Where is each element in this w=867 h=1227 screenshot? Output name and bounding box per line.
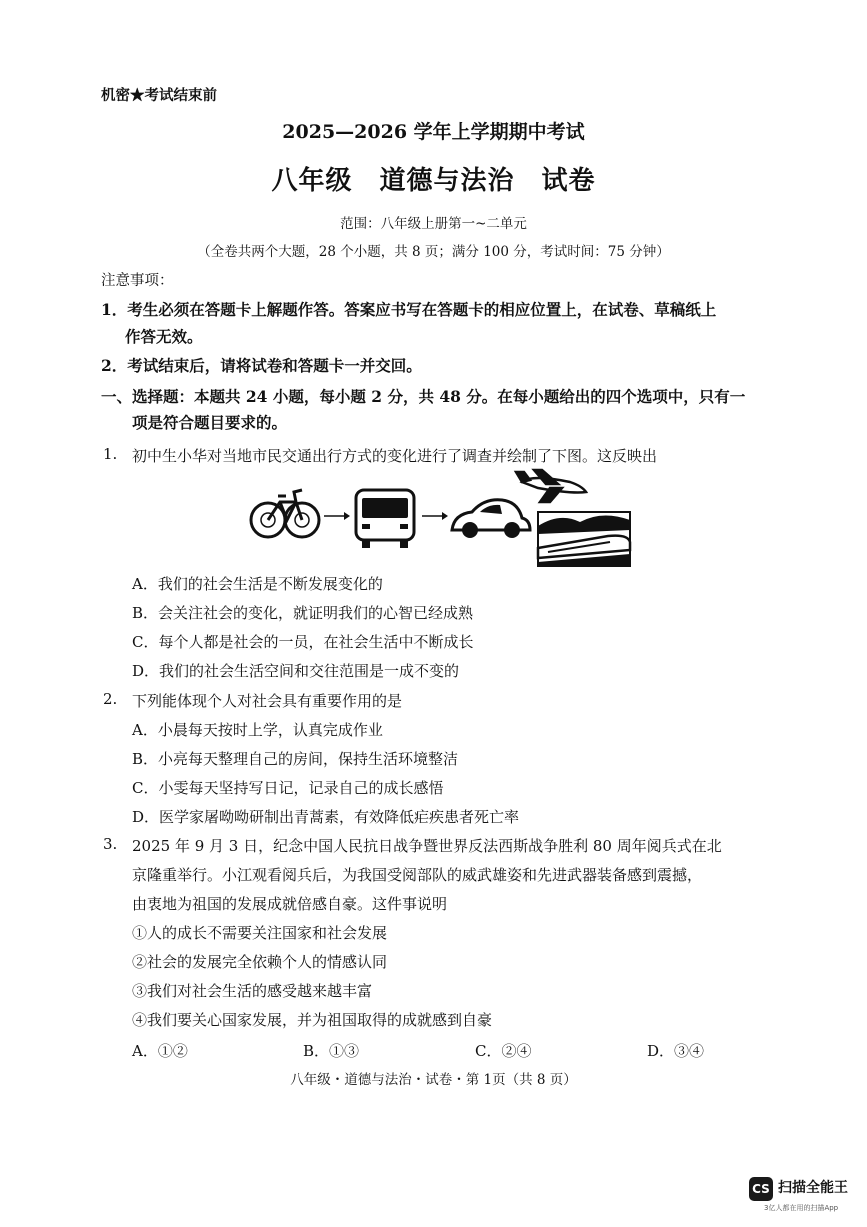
question-1-stem: 初中生小华对当地市民交通出行方式的变化进行了调查并绘制了下图。这反映出 bbox=[132, 447, 658, 465]
question-3-number: 3. bbox=[103, 835, 118, 853]
watermark-name: 扫描全能王 bbox=[778, 1180, 848, 1196]
question-2-option-c[interactable]: C．小雯每天坚持写日记，记录自己的成长感悟 bbox=[132, 779, 444, 797]
question-2-stem: 下列能体现个人对社会具有重要作用的是 bbox=[132, 692, 403, 710]
watermark-subtitle: 3亿人都在用的扫描App bbox=[764, 1204, 839, 1212]
question-3-stem-line: 2025 年 9 月 3 日，纪念中国人民抗日战争暨世界反法西斯战争胜利 80 周年阅兵式在北 bbox=[132, 837, 722, 855]
section-heading: 一、选择题：本题共 24 小题，每小题 2 分，共 48 分。在每小题给出的四个选项中，只有一 bbox=[101, 387, 746, 406]
airplane-icon bbox=[516, 470, 586, 502]
high-speed-train-icon bbox=[538, 512, 630, 566]
notice-item-2: 2．考试结束后，请将试卷和答题卡一并交回。 bbox=[101, 356, 422, 375]
notice-heading: 注意事项： bbox=[101, 273, 174, 289]
exam-info: （全卷共两个大题，28 个小题，共 8 页；满分 100 分，考试时间：75 分钟） bbox=[197, 244, 670, 260]
notice-item-1-cont: 作答无效。 bbox=[125, 327, 203, 346]
question-1-option-b[interactable]: B．会关注社会的变化，就证明我们的心智已经成熟 bbox=[132, 604, 474, 622]
section-heading-cont: 项是符合题目要求的。 bbox=[132, 413, 288, 432]
notice-item-1: 1．考生必须在答题卡上解题作答。答案应书写在答题卡的相应位置上，在试卷、草稿纸上 bbox=[101, 300, 717, 319]
question-1-option-a[interactable]: A．我们的社会生活是不断发展变化的 bbox=[132, 575, 383, 593]
exam-year-title: 2025—2026 学年上学期期中考试 bbox=[282, 121, 585, 143]
exam-main-title: 八年级 道德与法治 试卷 bbox=[271, 166, 596, 196]
confidential-label: 机密★考试结束前 bbox=[101, 87, 217, 104]
question-3-option-d[interactable]: D．③④ bbox=[647, 1042, 705, 1060]
question-1-option-c[interactable]: C．每个人都是社会的一员，在社会生活中不断成长 bbox=[132, 633, 474, 651]
exam-scope: 范围：八年级上册第一~二单元 bbox=[340, 216, 527, 232]
question-3-option-a[interactable]: A．①② bbox=[132, 1042, 188, 1060]
question-3-stem-line: 京隆重举行。小江观看阅兵后，为我国受阅部队的威武雄姿和先进武器装备感到震撼， bbox=[132, 866, 703, 884]
car-icon bbox=[452, 500, 530, 538]
question-3-option-b[interactable]: B．①③ bbox=[303, 1042, 360, 1060]
question-2-option-a[interactable]: A．小晨每天按时上学，认真完成作业 bbox=[132, 721, 383, 739]
question-2-option-b[interactable]: B．小亮每天整理自己的房间，保持生活环境整洁 bbox=[132, 750, 459, 768]
question-3-option-c[interactable]: C．②④ bbox=[475, 1042, 532, 1060]
transport-evolution-figure bbox=[240, 468, 640, 572]
question-3-stem-line: 由衷地为祖国的发展成就倍感自豪。这件事说明 bbox=[132, 895, 448, 913]
camscanner-logo-icon: CS bbox=[749, 1177, 773, 1201]
question-3-statement-3: ③我们对社会生活的感受越来越丰富 bbox=[132, 982, 373, 1000]
question-2-option-d[interactable]: D．医学家屠呦呦研制出青蒿素，有效降低疟疾患者死亡率 bbox=[132, 808, 520, 826]
question-3-statement-4: ④我们要关心国家发展，并为祖国取得的成就感到自豪 bbox=[132, 1011, 493, 1029]
question-1-number: 1. bbox=[103, 445, 118, 463]
bicycle-icon bbox=[251, 490, 319, 537]
question-3-statement-1: ①人的成长不需要关注国家和社会发展 bbox=[132, 924, 388, 942]
bus-icon bbox=[356, 490, 414, 548]
question-1-option-d[interactable]: D．我们的社会生活空间和交往范围是一成不变的 bbox=[132, 662, 460, 680]
question-2-number: 2. bbox=[103, 690, 118, 708]
question-3-statement-2: ②社会的发展完全依赖个人的情感认同 bbox=[132, 953, 388, 971]
arrow-icon bbox=[324, 512, 350, 520]
page-footer: 八年级・道德与法治・试卷・第 1页（共 8 页） bbox=[290, 1072, 577, 1088]
arrow-icon bbox=[422, 512, 448, 520]
